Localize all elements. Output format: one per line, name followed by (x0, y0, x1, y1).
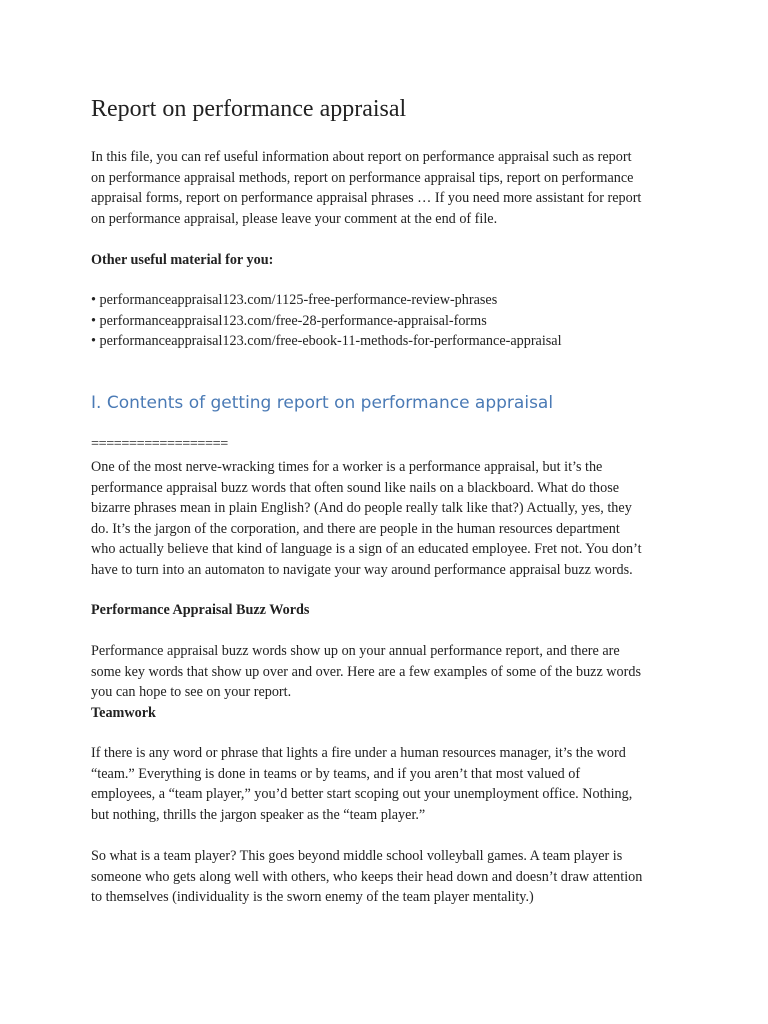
text-line: have to turn into an automaton to navigate your way around performance appraisal buzz words. (91, 561, 633, 578)
text-line: If there is any word or phrase that lights a fire under a human resources manager, it’s the word (91, 745, 626, 761)
teamwork-heading: Teamwork (91, 704, 156, 721)
text-line: you can hope to see on your report. (91, 684, 292, 701)
other-material-heading-text: Other useful material for you: (91, 252, 274, 268)
text-line: Performance appraisal buzz words show up on your annual performance report, and there are (91, 643, 620, 659)
text-line: employees, a “team player,” you’d better start scoping out your unemployment office. Nothing, (91, 786, 633, 803)
text-line: on performance appraisal methods, report on performance appraisal tips, report on performance (91, 169, 634, 186)
buzz-words-heading (91, 600, 691, 621)
page-title: Report on performance appraisal (91, 96, 407, 122)
text-line: do. It’s the jargon of the corporation, and there are people in the human resources department (91, 520, 620, 537)
text-line: So what is a team player? This goes beyond middle school volleyball games. A team player is (91, 848, 623, 864)
text-line: In this file, you can ref useful information about report on performance appraisal such as report (91, 149, 632, 165)
text-line: someone who gets along well with others, who keeps their head down and doesn’t draw attention (91, 868, 643, 885)
text-line: who actually believe that kind of language is a sign of an educated employee. Fret not. You don’t (91, 541, 642, 558)
intro-paragraph (91, 147, 691, 229)
text-line: on performance appraisal, please leave your comment at the end of file. (91, 210, 498, 227)
separator-line: ================== (91, 436, 228, 452)
other-material-heading (91, 250, 691, 271)
text-line: some key words that show up over and over. Here are a few examples of some of the buzz words (91, 663, 641, 680)
text-line: “team.” Everything is done in teams or by teams, and if you aren’t that most valued of (91, 765, 581, 782)
buzz-words-heading-text: Performance Appraisal Buzz Words (91, 602, 310, 618)
text-line: appraisal forms, report on performance appraisal phrases … If you need more assistant for report (91, 190, 642, 207)
section-heading: I. Contents of getting report on performance appraisal (91, 393, 554, 413)
text-line: performance appraisal buzz words that often sound like nails on a blackboard. What do those (91, 479, 620, 496)
link-item[interactable]: • performanceappraisal123.com/free-ebook-11-methods-for-performance-appraisal (91, 333, 562, 350)
link-item[interactable]: • performanceappraisal123.com/free-28-performance-appraisal-forms (91, 312, 487, 329)
text-line: but nothing, thrills the jargon speaker as the “team player.” (91, 806, 426, 823)
text-line: One of the most nerve-wracking times for a worker is a performance appraisal, but it’s the (91, 459, 603, 475)
text-line: bizarre phrases mean in plain English? (And do people really talk like that?) Actually, yes, they (91, 500, 632, 517)
paragraph-2 (91, 641, 691, 723)
text-line: to themselves (individuality is the sworn enemy of the team player mentality.) (91, 889, 534, 906)
link-item[interactable]: • performanceappraisal123.com/1125-free-performance-review-phrases (91, 292, 498, 308)
link-list (91, 290, 691, 352)
paragraph-1 (91, 457, 691, 581)
paragraph-3 (91, 743, 691, 825)
paragraph-4 (91, 846, 691, 908)
